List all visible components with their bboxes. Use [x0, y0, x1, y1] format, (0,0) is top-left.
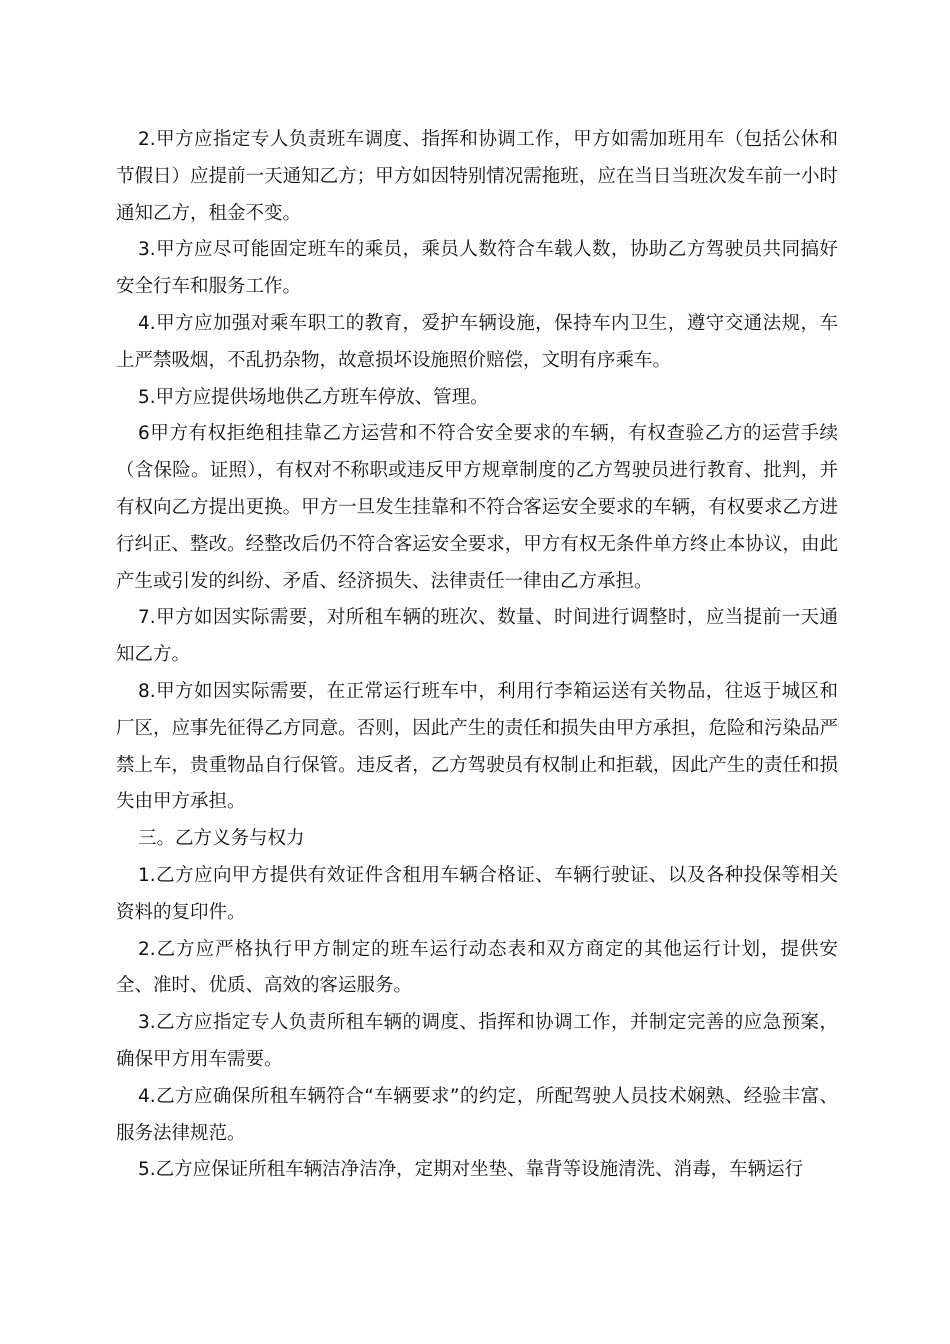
clause-party-b-3: 3.乙方应指定专人负责所租车辆的调度、指挥和协调工作，并制定完善的应急预案，确保甲方用车需要。 — [116, 1012, 838, 1070]
clause-party-a-7: 7.甲方如因实际需要，对所租车辆的班次、数量、时间进行调整时，应当提前一天通知乙方。 — [116, 607, 838, 666]
clause-party-b-1: 1.乙方应向甲方提供有效证件含租用车辆合格证、车辆行驶证、以及各种投保等相关资料的复印件。 — [116, 864, 838, 923]
clause-party-a-8: 8.甲方如因实际需要，在正常运行班车中，利用行李箱运送有关物品，往返于城区和厂区，应事先征得乙方同意。否则，因此产生的责任和损失由甲方承担，危险和污染品严禁上车，贵重物品自行保管。违反者，乙方驾驶员有权制止和拒载，因此产生的责任和损失由甲方承担。 — [116, 680, 838, 813]
clause-party-a-2: 2.甲方应指定专人负责班车调度、指挥和协调工作，甲方如需加班用车（包括公休和节假日）应提前一天通知乙方；甲方如因特别情况需拖班，应在当日当班次发车前一小时通知乙方，租金不变。 — [116, 129, 838, 224]
clause-party-b-5: 5.乙方应保证所租车辆洁净洁净，定期对坐垫、靠背等设施清洗、消毒，车辆运行 — [138, 1159, 804, 1181]
clause-party-a-6: 6甲方有权拒绝租挂靠乙方运营和不符合安全要求的车辆，有权查验乙方的运营手续（含保险。证照），有权对不称职或违反甲方规章制度的乙方驾驶员进行教育、批判，并有权向乙方提出更换。甲方一旦发生挂靠和不符合客运安全要求的车辆，有权要求乙方进行纠正、整改。经整改后仍不符合客运安全要求，甲方有权无条件单方终止本协议，由此产生或引发的纠纷、矛盾、经济损失、法律责任一律由乙方承担。 — [116, 423, 838, 592]
clause-party-b-4: 4.乙方应确保所租车辆符合“车辆要求”的约定，所配驾驶人员技术娴熟、经验丰富、服务法律规范。 — [116, 1085, 838, 1144]
clause-party-b-2: 2.乙方应严格执行甲方制定的班车运行动态表和双方商定的其他运行计划，提供安全、准时、优质、高效的客运服务。 — [116, 938, 838, 997]
section-heading-party-b: 三。乙方义务与权力 — [138, 828, 305, 850]
document-body — [116, 122, 838, 1189]
clause-party-a-4: 4.甲方应加强对乘车职工的教育，爱护车辆设施，保持车内卫生，遵守交通法规，车上严禁吸烟，不乱扔杂物，故意损坏设施照价赔偿，文明有序乘车。 — [116, 312, 838, 371]
clause-party-a-5: 5.甲方应提供场地供乙方班车停放、管理。 — [138, 386, 489, 408]
clause-party-a-3: 3.甲方应尽可能固定班车的乘员，乘员人数符合车载人数，协助乙方驾驶员共同搞好安全行车和服务工作。 — [116, 239, 838, 298]
